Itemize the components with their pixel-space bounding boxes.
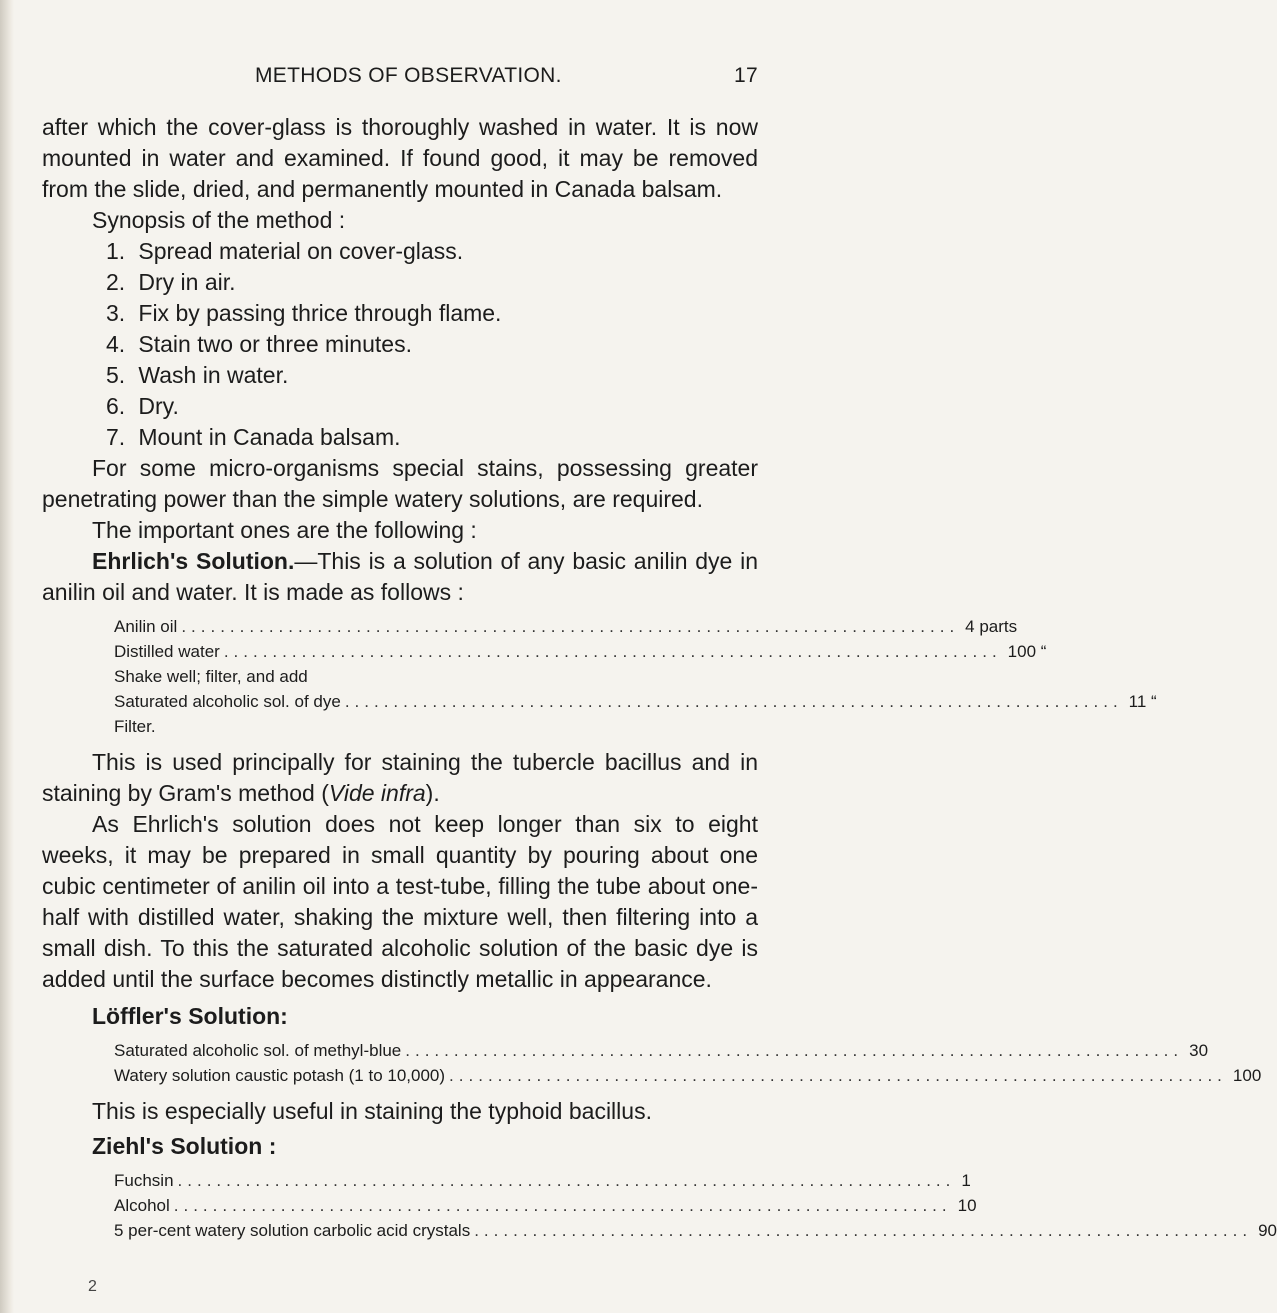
synopsis-step-number: 1. [106, 238, 126, 264]
ehrlich-heading: Ehrlich's Solution. [92, 548, 295, 574]
ingredient-name: Anilin oil [114, 617, 178, 636]
ehrlich-section [42, 546, 758, 608]
synopsis-intro: Synopsis of the method : [92, 207, 346, 233]
synopsis-step-number: 7. [106, 424, 126, 450]
synopsis-step-text: Mount in Canada balsam. [132, 424, 401, 450]
synopsis-step [106, 298, 758, 329]
synopsis-step-text: Dry. [132, 393, 179, 419]
recipe-instruction: Filter. [114, 717, 156, 736]
loffler-heading: Löffler's Solution: [92, 1003, 288, 1029]
leader-dots: ................................................................................ [405, 1041, 1184, 1060]
synopsis-step [106, 267, 758, 298]
ingredient-quantity: 1 [961, 1171, 971, 1190]
ehrlich-usage-text: This is used principally for staining the tubercle bacillus and in staining by Gram's method ( [42, 749, 758, 806]
ingredient-quantity: 90 [1258, 1221, 1277, 1240]
leader-dots: ................................................................................ [177, 1171, 956, 1190]
synopsis-step-number: 6. [106, 393, 126, 419]
recipe-row [114, 1168, 971, 1193]
loffler-recipe [114, 1038, 1262, 1088]
book-spine-shadow [0, 0, 14, 1313]
header-title: METHODS OF OBSERVATION. [255, 64, 562, 87]
loffler-usage: This is especially useful in staining the typhoid bacillus. [92, 1098, 652, 1124]
synopsis-step [106, 360, 758, 391]
synopsis-step-text: Stain two or three minutes. [132, 331, 412, 357]
recipe-row [114, 1193, 977, 1218]
synopsis-step-number: 3. [106, 300, 126, 326]
synopsis-step-text: Fix by passing thrice through flame. [132, 300, 502, 326]
ingredient-quantity: 4 parts [965, 617, 1018, 636]
synopsis-step-text: Wash in water. [132, 362, 289, 388]
leader-dots: ................................................................................ [474, 1221, 1253, 1240]
paragraph-important: The important ones are the following : [92, 517, 477, 543]
ingredient-quantity: 11 “ [1128, 692, 1157, 711]
ingredient-name: Distilled water [114, 642, 220, 661]
ingredient-quantity: 10 [957, 1196, 977, 1215]
paragraph-special-stains: For some micro-organisms special stains, possessing greater penetrating power than the simple watery solutions, are required. [42, 455, 758, 512]
paragraph-washing: after which the cover-glass is thoroughly washed in water. It is now mounted in water and examined. If found good, it may be removed from the slide, dried, and permanently mounted in Canada balsam. [42, 114, 758, 202]
leader-dots: ................................................................................ [449, 1066, 1227, 1085]
recipe-row [114, 639, 1047, 664]
ehrlich-usage [42, 747, 758, 809]
ehrlich-usage-end: ). [425, 780, 440, 806]
synopsis-step-text: Spread material on cover-glass. [132, 238, 464, 264]
ingredient-name: Watery solution caustic potash (1 to 10,000) [114, 1066, 446, 1085]
synopsis-step [106, 391, 758, 422]
vide-infra: Vide infra [328, 780, 426, 806]
running-header [255, 64, 758, 94]
synopsis-step [106, 329, 758, 360]
page-number: 17 [734, 64, 758, 87]
recipe-row [114, 1038, 1209, 1063]
ingredient-quantity: 100 [1232, 1066, 1262, 1085]
recipe-row [114, 1218, 1277, 1243]
ingredient-quantity: 100 “ [1007, 642, 1047, 661]
synopsis-step [106, 422, 758, 453]
recipe-row [114, 614, 1018, 639]
synopsis-step-number: 2. [106, 269, 126, 295]
synopsis-step [106, 236, 758, 267]
ingredient-quantity: 30 [1189, 1041, 1209, 1060]
recipe-row [114, 689, 1157, 714]
synopsis-step-number: 5. [106, 362, 126, 388]
ingredient-name: Saturated alcoholic sol. of methyl-blue [114, 1041, 402, 1060]
ehrlich-preparation: As Ehrlich's solution does not keep longer than six to eight weeks, it may be prepared in small quantity by pouring about one cubic centimeter of anilin oil into a test-tube, filling the tube about one-half with distilled water, shaking the mixture well, then filtering into a small dish. To this the saturated alcoholic solution of the basic dye is added until the surface becomes distinctly metallic in appearance. [42, 811, 758, 992]
leader-dots: ................................................................................ [181, 617, 960, 636]
signature-mark: 2 [88, 1278, 97, 1295]
ehrlich-recipe [114, 614, 1157, 739]
leader-dots: ................................................................................ [173, 1196, 952, 1215]
page-body [42, 112, 1277, 1251]
recipe-instruction: Shake well; filter, and add [114, 667, 308, 686]
ingredient-name: Fuchsin [114, 1171, 174, 1190]
ingredient-name: Alcohol [114, 1196, 170, 1215]
ingredient-name: Saturated alcoholic sol. of dye [114, 692, 341, 711]
ziehl-recipe [114, 1168, 1277, 1243]
synopsis-list [42, 236, 758, 453]
ingredient-name: 5 per-cent watery solution carbolic acid crystals [114, 1221, 471, 1240]
recipe-row [114, 1063, 1262, 1088]
synopsis-step-text: Dry in air. [132, 269, 236, 295]
ziehl-heading: Ziehl's Solution : [92, 1133, 277, 1159]
ehrlich-description: —This is a solution of any basic anilin dye in anilin oil and water. It is made as follows : [42, 548, 758, 605]
leader-dots: ................................................................................ [223, 642, 1002, 661]
leader-dots: ................................................................................ [344, 692, 1123, 711]
synopsis-step-number: 4. [106, 331, 126, 357]
